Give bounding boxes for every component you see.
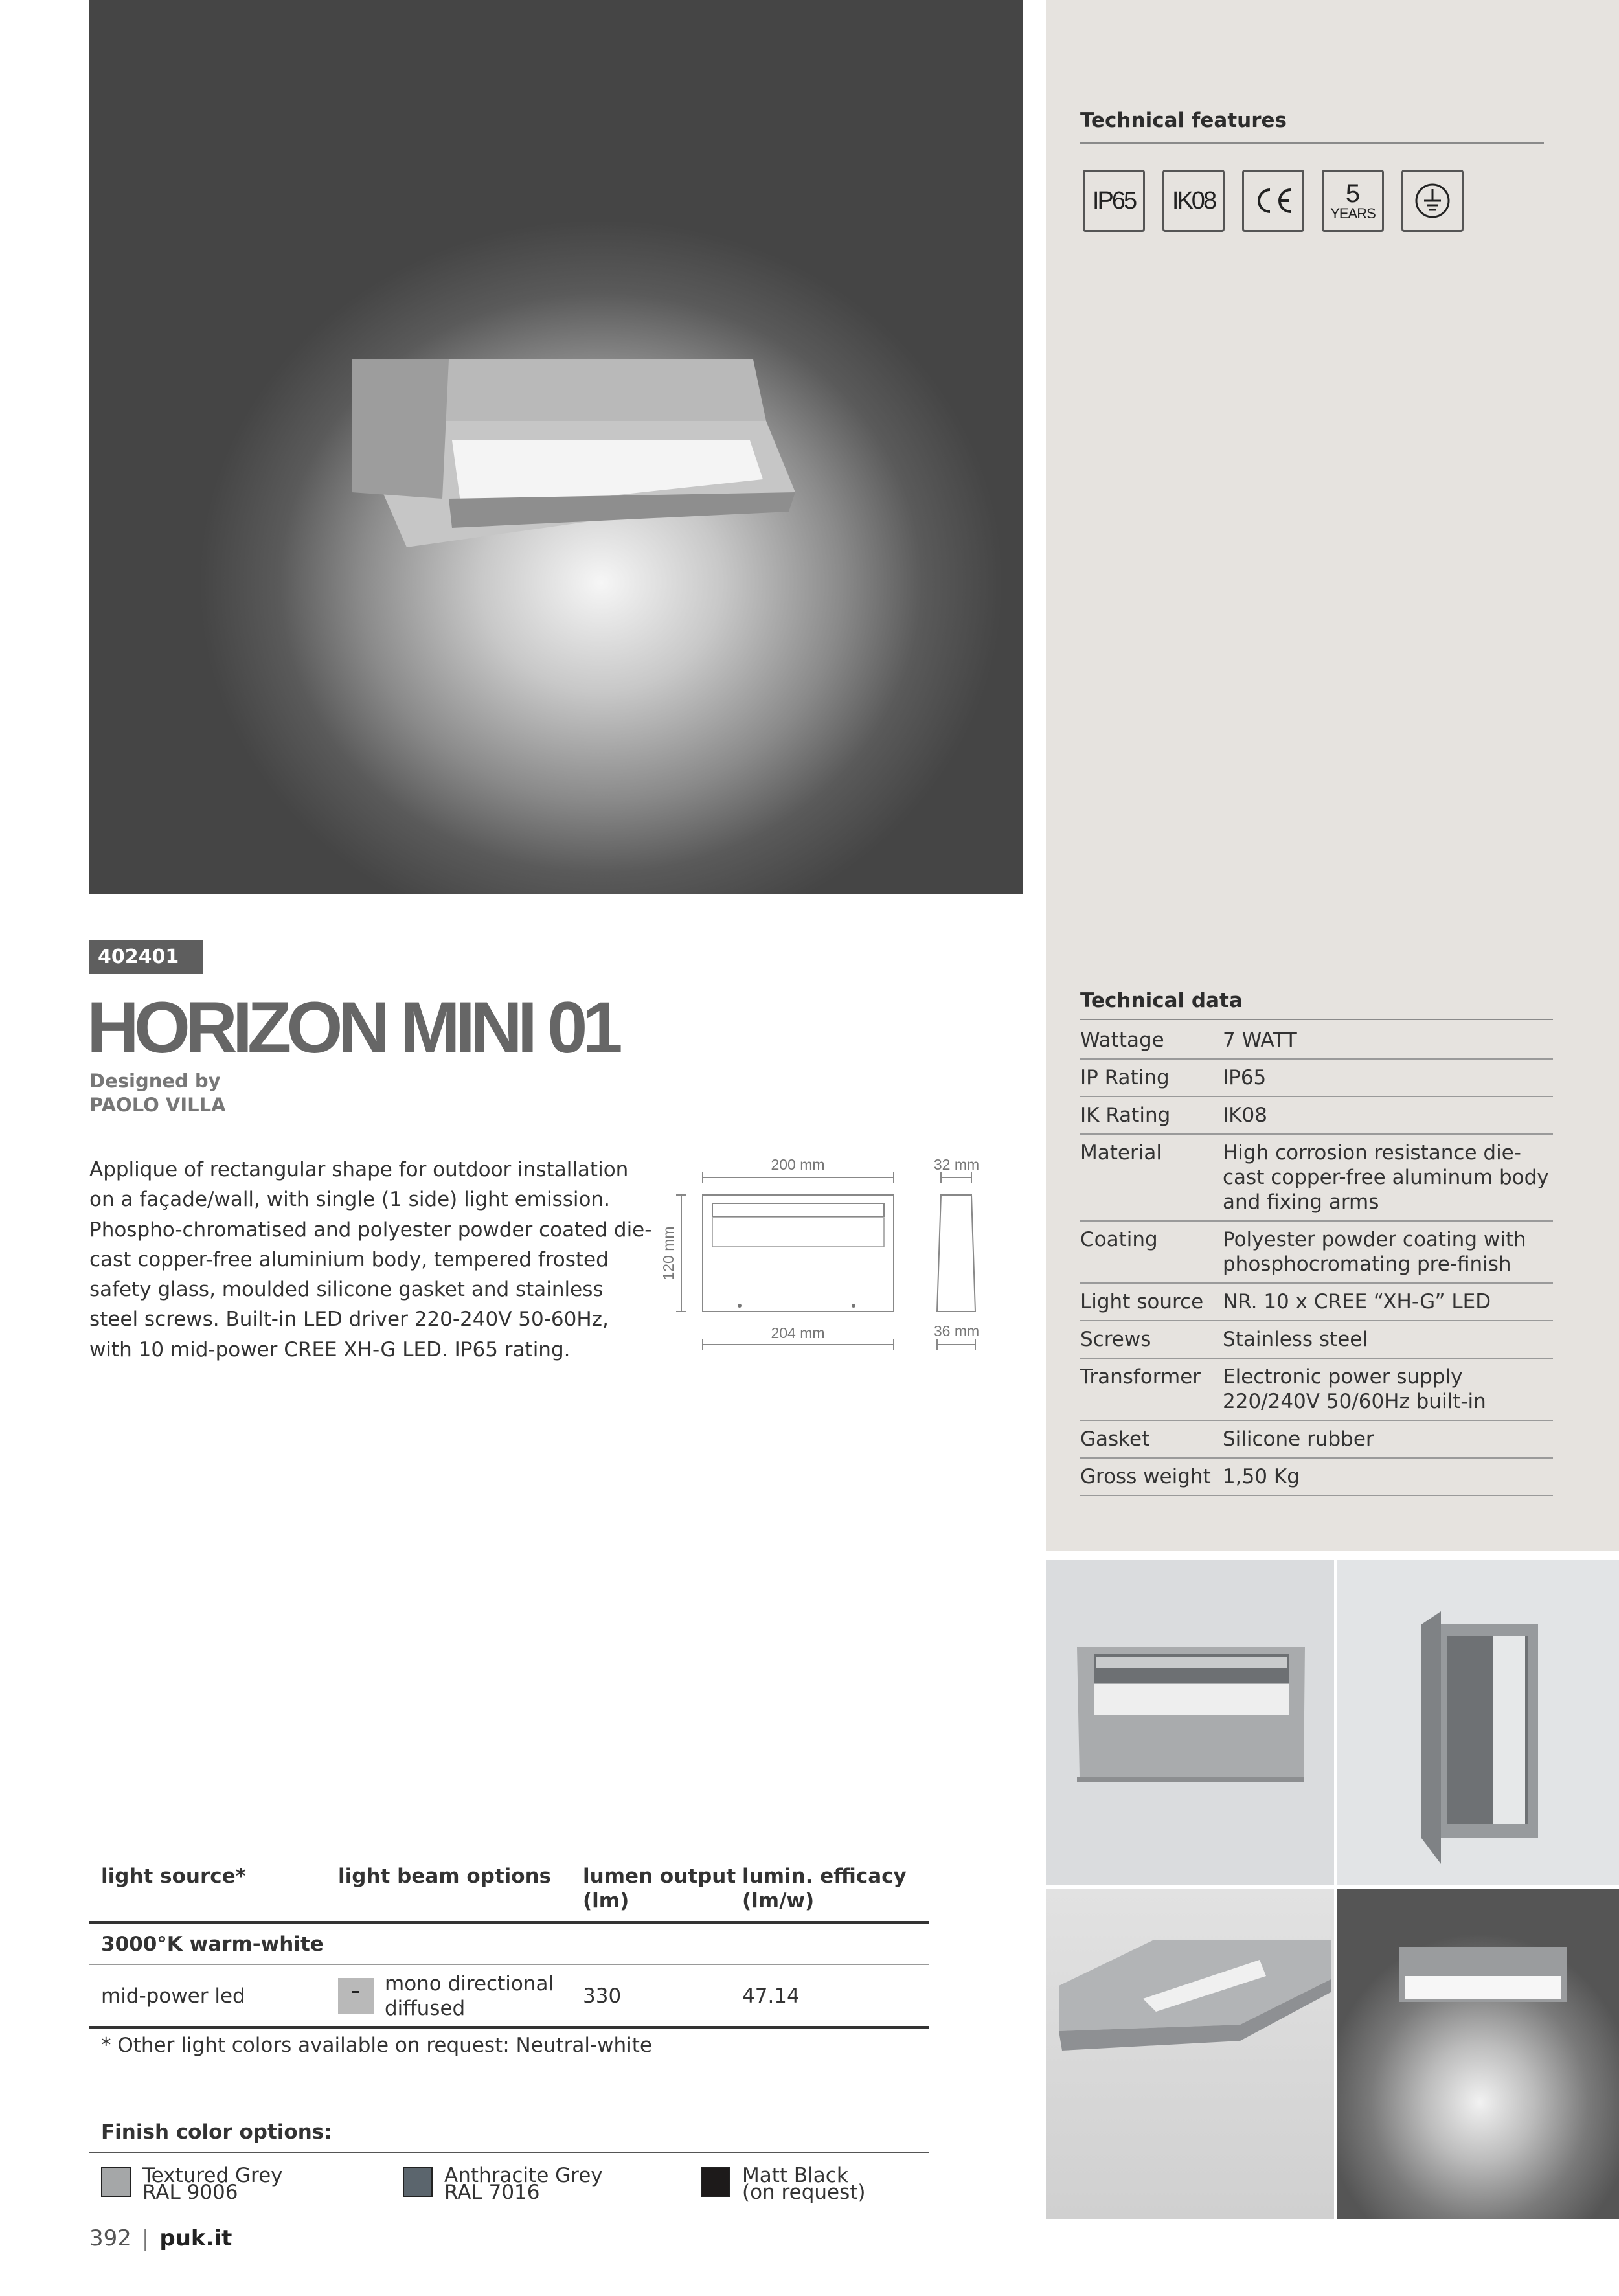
dim-bottom-width: 204 mm (771, 1324, 825, 1341)
table-row: IK Rating IK08 (1080, 1097, 1553, 1135)
earth-ground-icon-graphic (1413, 181, 1452, 220)
gallery-lit-view (1337, 1889, 1619, 2219)
table-row: Material High corrosion resistance die-cast copper-free aluminum body and fixing arms (1080, 1135, 1553, 1222)
table-row: Light source NR. 10 x CREE “XH-G” LED (1080, 1284, 1553, 1321)
table-row: mid-power led mono directional diffused 330 47.14 (89, 1965, 929, 2029)
table-row: Gasket Silicone rubber (1080, 1421, 1553, 1459)
table-row: IP Rating IP65 (1080, 1060, 1553, 1097)
light-color-note: * Other light colors available on request: Neutral-white (101, 2034, 652, 2057)
wall-lamp-illustration (89, 0, 1023, 894)
table-group-label: 3000°K warm-white (89, 1924, 929, 1965)
ip-rating-icon: IP65 (1083, 170, 1145, 232)
website-link[interactable]: puk.it (159, 2225, 232, 2251)
light-source-table (89, 1859, 929, 2029)
side-view-outline (937, 1195, 975, 1312)
product-code-tag: 402401 (89, 940, 203, 974)
color-swatch (403, 2167, 433, 2197)
technical-data-heading: Technical data (1080, 989, 1553, 1020)
finish-option: Textured Grey RAL 9006 (101, 2167, 283, 2201)
page-number: 392 (89, 2225, 131, 2251)
finish-option: Matt Black (on request) (701, 2167, 866, 2201)
color-swatch (701, 2167, 730, 2197)
table-row: Gross weight 1,50 Kg (1080, 1459, 1553, 1496)
dim-top-depth: 32 mm (933, 1156, 980, 1173)
finish-options-heading: Finish color options: (89, 2120, 929, 2153)
color-swatch (101, 2167, 131, 2197)
ce-mark-icon-graphic (1251, 185, 1296, 217)
hero-product-photo (89, 0, 1023, 894)
dim-bottom-depth: 36 mm (933, 1323, 980, 1339)
ik-rating-icon: IK08 (1162, 170, 1225, 232)
earth-ground-icon (1401, 170, 1464, 232)
table-row: Screws Stainless steel (1080, 1321, 1553, 1359)
dim-top-width: 200 mm (771, 1156, 825, 1173)
ce-mark-icon (1242, 170, 1304, 232)
product-gallery (1046, 1560, 1619, 2219)
diffused-beam-icon (338, 1978, 374, 2014)
dim-height: 120 mm (660, 1226, 677, 1280)
page-footer (89, 2225, 232, 2251)
table-row: Wattage 7 WATT (1080, 1022, 1553, 1060)
finish-option: Anthracite Grey RAL 7016 (403, 2167, 603, 2201)
product-title: HORIZON MINI 01 (87, 987, 618, 1068)
gallery-front-view (1046, 1560, 1334, 1885)
footer-separator: | (141, 2225, 150, 2251)
gallery-angled-view (1046, 1889, 1334, 2219)
table-row: Coating Polyester powder coating with phosphocromating pre-finish (1080, 1222, 1553, 1284)
table-row: Transformer Electronic power supply 220/240V 50/60Hz built-in (1080, 1359, 1553, 1421)
gallery-side-view (1337, 1560, 1619, 1885)
designer-credit (89, 1069, 226, 1117)
product-description: Applique of rectangular shape for outdoor installation on a façade/wall, with single (1 side) light emission. Phospho-chromatised and polyester powder coated die-cast copper-free aluminium body, tempered frosted safety glass, moulded silicone gasket and stainless steel screws. Built-in LED driver 220-240V 50-60Hz, with 10 mid-power CREE XH-G LED. IP65 rating. (89, 1158, 652, 1361)
dimension-drawing (654, 1153, 1017, 1354)
technical-features-heading: Technical features (1080, 109, 1544, 144)
table-header: light source* light beam options lumen output (lm) lumin. efficacy (lm/w) (89, 1859, 929, 1924)
technical-features-badges (1083, 170, 1464, 232)
technical-data-table (1080, 1022, 1553, 1496)
warranty-icon: 5 YEARS (1322, 170, 1384, 232)
front-view-outline (703, 1195, 894, 1312)
designer-name: PAOLO VILLA (89, 1094, 226, 1116)
designed-by-label: Designed by (89, 1070, 221, 1092)
